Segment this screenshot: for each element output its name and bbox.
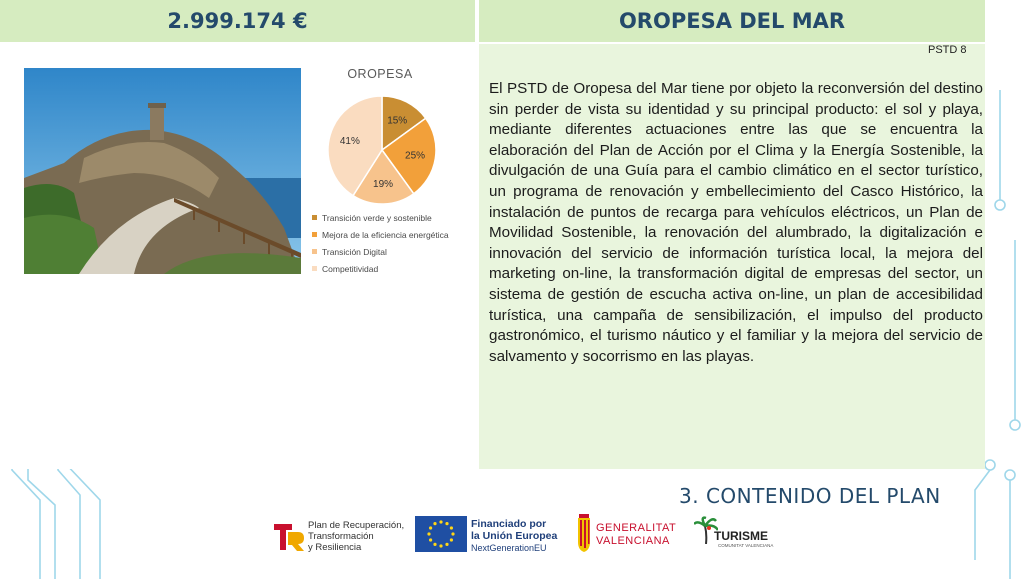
- legend-item: [312, 243, 449, 260]
- recovery-plan-logo: [272, 520, 405, 559]
- gva-line2: VALENCIANA: [596, 535, 670, 547]
- gva-shield-icon: [576, 514, 592, 554]
- plan-description: El PSTD de Oropesa del Mar tiene por objeto la reconversión del destino sin perder de vista su identidad y su principal producto: el sol y playa, mediante diferentes actuaciones entre las que se encuentra la elaboración del Plan de Acción por el Clima y la Energía Sostenible, la divulgación de una Guía para el cambio climático en el sector turístico, un programa de renovación y embellecimiento del Casco Histórico, la instalación de puntos de recarga para vehículos eléctricos, un Plan de Movilidad Sostenible, la renovación del alumbrado, la digitalización e innovación del servicio de información turística local, la mejora del marketing on-line, la transformación digital de empresas del sector, un sistema de gestión de escucha activa on-line, un plan de accesibilidad turística, una campaña de sensibilización, el impulso del producto gastronómico, el turismo náutico y el familiar y la mejora del servicio de salvamento y socorrismo en las playas.: [489, 80, 983, 365]
- funding-logos: [0, 510, 1030, 565]
- destination-title: OROPESA DEL MAR: [479, 0, 985, 42]
- gva-logo: [576, 514, 677, 559]
- eu-flag-icon: [415, 516, 467, 552]
- legend-swatch: [312, 249, 317, 254]
- budget-amount: 2.999.174 €: [0, 0, 477, 42]
- legend-item: [312, 226, 449, 243]
- chart-legend: [312, 209, 449, 277]
- pie-chart: [322, 90, 442, 210]
- eu-line1: Financiado por: [471, 518, 547, 530]
- pstd-code: PSTD 8: [928, 44, 967, 56]
- eu-logo: [415, 516, 558, 557]
- turisme-logo: [694, 516, 774, 549]
- pie-label-3: 19%: [373, 178, 394, 190]
- tr-icon: [272, 520, 306, 554]
- pie-label-1: 15%: [387, 115, 408, 127]
- legend-swatch: [312, 215, 317, 220]
- legend-item: [312, 260, 449, 277]
- pie-label-2: 25%: [405, 150, 426, 162]
- chart-title: OROPESA: [347, 67, 413, 81]
- legend-label: Transición verde y sostenible: [322, 212, 432, 223]
- turisme-label: TURISME: [714, 529, 768, 543]
- eu-line3: NextGenerationEU: [471, 543, 547, 553]
- legend-label: Transición Digital: [322, 246, 387, 257]
- recovery-line3: y Resiliencia: [308, 542, 362, 553]
- eu-line2: la Unión Europea: [471, 530, 558, 542]
- legend-item: [312, 209, 449, 226]
- legend-swatch: [312, 266, 317, 271]
- legend-swatch: [312, 232, 317, 237]
- gva-line1: GENERALITAT: [596, 522, 677, 534]
- recovery-line2: Transformación: [308, 531, 374, 542]
- coastal-tower-photo: [24, 68, 301, 274]
- turisme-sub: COMUNITAT VALENCIANA: [718, 543, 774, 548]
- legend-label: Mejora de la eficiencia energética: [322, 229, 449, 240]
- recovery-line1: Plan de Recuperación,: [308, 520, 405, 531]
- pie-label-4: 41%: [339, 136, 360, 148]
- legend-label: Competitividad: [322, 263, 379, 274]
- section-title: 3. CONTENIDO DEL PLAN: [679, 484, 941, 508]
